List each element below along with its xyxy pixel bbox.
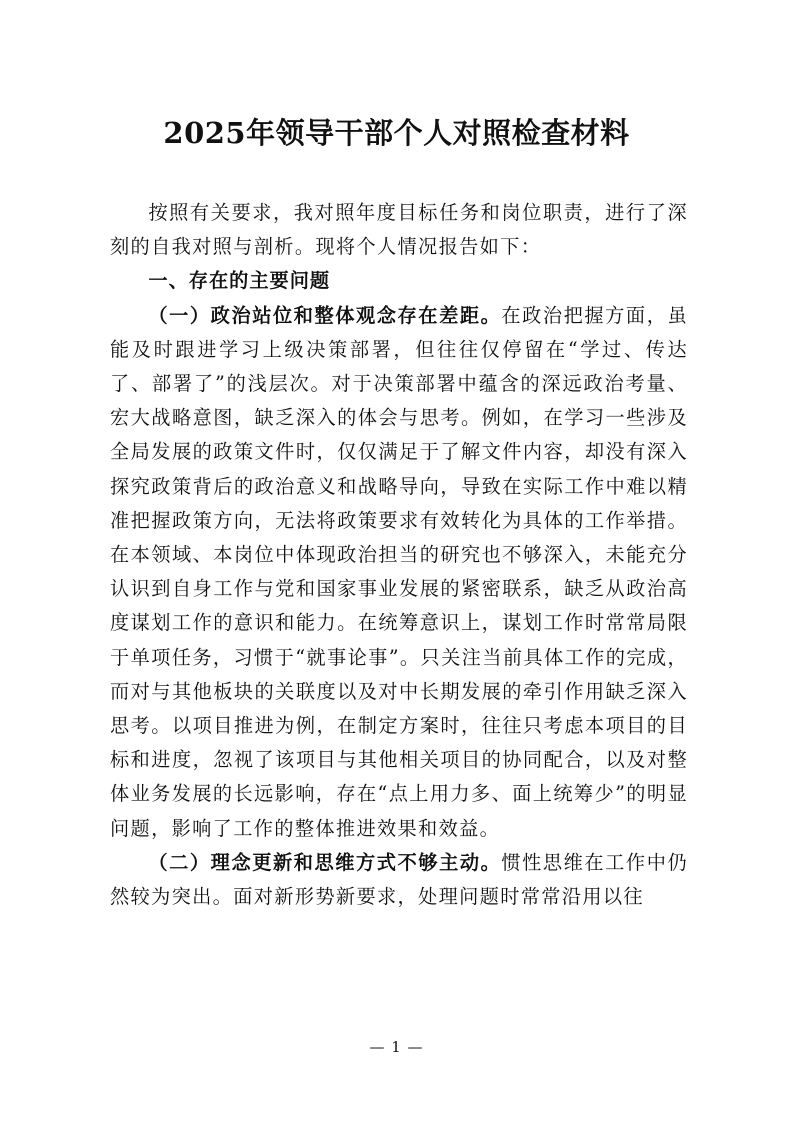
item-2-heading: （二）理念更新和思维方式不够主动。 — [148, 850, 502, 874]
item-1-paragraph — [110, 299, 688, 846]
section-heading: 一、存在的主要问题 — [148, 269, 331, 293]
item-2-text: 惯性思维在工作中仍然较为突出。面对新形势新要求，处理问题时常常沿用以往 — [110, 850, 688, 909]
intro-paragraph: 按照有关要求，我对照年度目标任务和岗位职责，进行了深刻的自我对照与剖析。现将个人情况报告如下： — [110, 201, 688, 259]
document-body — [110, 196, 688, 914]
item-2-paragraph — [110, 846, 688, 914]
item-1-heading: （一）政治站位和整体观念存在差距。 — [148, 303, 502, 327]
item-1-text: 在政治把握方面，虽能及时跟进学习上级决策部署，但往往仅停留在“学过、传达了、部署了”的浅层次。对于决策部署中蕴含的深远政治考量、宏大战略意图，缺乏深入的体会与思考。例如，在学习一些涉及全局发展的政策文件时，仅仅满足于了解文件内容，却没有深入探究政策背后的政治意义和战略导向，导致在实际工作中难以精准把握政策方向，无法将政策要求有效转化为具体的工作举措。在本领域、本岗位中体现政治担当的研究也不够深入，未能充分认识到自身工作与党和国家事业发展的紧密联系，缺乏从政治高度谋划工作的意识和能力。在统筹意识上，谋划工作时常常局限于单项任务，习惯于“就事论事”。只关注当前具体工作的完成，而对与其他板块的关联度以及对中长期发展的牵引作用缺乏深入思考。以项目推进为例，在制定方案时，往往只考虑本项目的目标和进度，忽视了该项目与其他相关项目的协同配合，以及对整体业务发展的长远影响，存在“点上用力多、面上统筹少”的明显问题，影响了工作的整体推进效果和效益。 — [110, 303, 688, 840]
page-number: — 1 — — [369, 1038, 424, 1056]
document-title: 2025年领导干部个人对照检查材料 — [163, 116, 630, 150]
